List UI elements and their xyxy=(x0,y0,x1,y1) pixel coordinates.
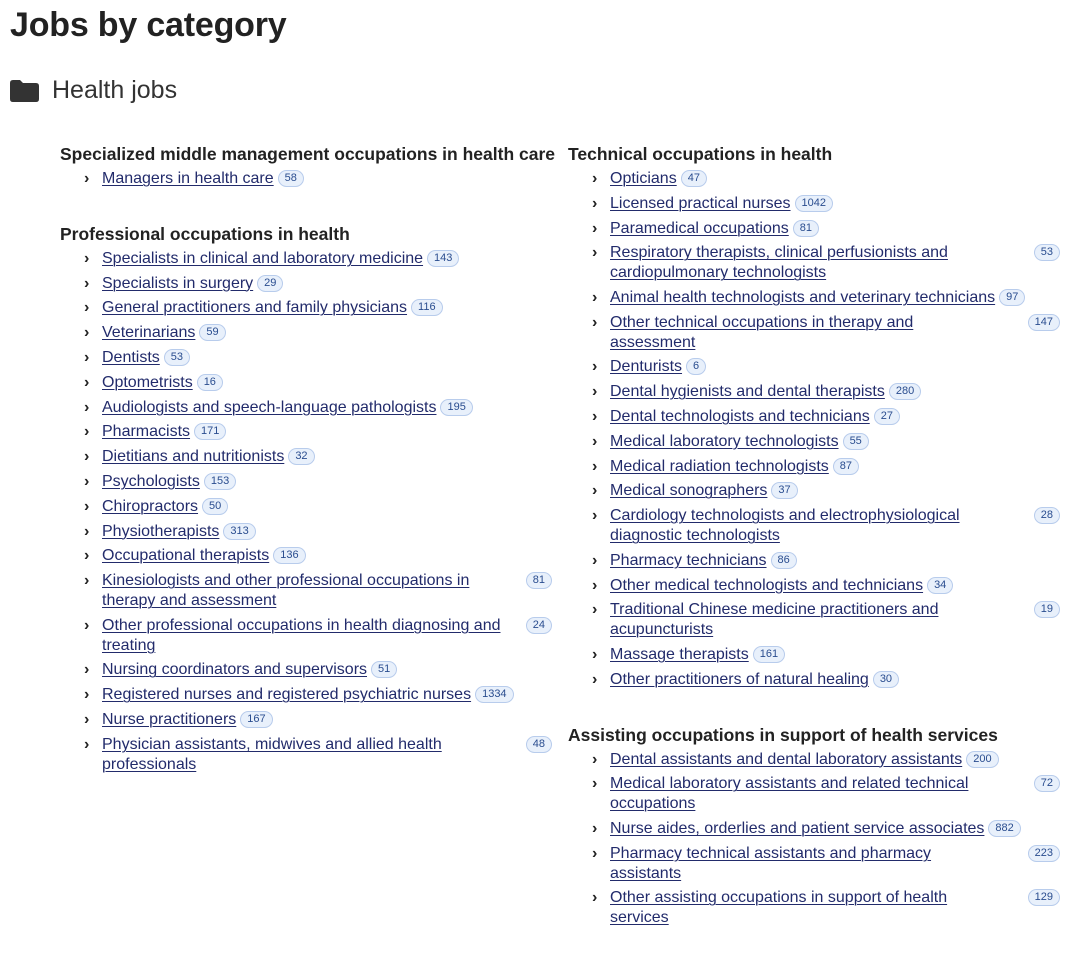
category-list-item xyxy=(568,407,1060,432)
job-count-badge: 116 xyxy=(411,299,443,316)
category-link[interactable]: Respiratory therapists, clinical perfusionists and cardiopulmonary technologists xyxy=(610,244,948,282)
category-list-item xyxy=(568,774,1060,819)
job-count-badge: 129 xyxy=(1028,889,1060,906)
chevron-right-icon: › xyxy=(592,576,598,594)
chevron-right-icon: › xyxy=(84,423,90,441)
category-list-item xyxy=(60,249,552,274)
category-list-item xyxy=(60,373,552,398)
job-count-badge: 171 xyxy=(194,423,226,440)
category-list-item xyxy=(60,660,552,685)
category-link[interactable]: Other technical occupations in therapy and assessment xyxy=(610,313,914,351)
category-group-title: Technical occupations in health xyxy=(568,144,833,164)
category-link[interactable]: Other medical technologists and technicians xyxy=(610,576,924,594)
chevron-right-icon: › xyxy=(592,170,598,187)
category-list-item xyxy=(60,274,552,299)
chevron-right-icon: › xyxy=(592,457,598,475)
category-link[interactable]: Nurse practitioners xyxy=(102,710,237,728)
section-title: Health jobs xyxy=(52,76,178,104)
job-count-badge: 153 xyxy=(204,473,236,490)
chevron-right-icon: › xyxy=(592,482,598,500)
category-link[interactable]: Registered nurses and registered psychiatric nurses xyxy=(102,686,472,704)
category-group-title: Professional occupations in health xyxy=(60,223,350,244)
category-list-item xyxy=(568,750,1060,775)
category-list-item xyxy=(60,348,552,373)
category-link[interactable]: Optometrists xyxy=(102,373,193,391)
category-link[interactable]: Pharmacy technicians xyxy=(610,551,767,569)
category-list-item xyxy=(60,447,552,472)
job-count-badge: 87 xyxy=(833,458,859,475)
chevron-right-icon: › xyxy=(84,324,90,342)
job-count-badge: 81 xyxy=(793,220,819,237)
job-count-badge: 59 xyxy=(199,324,225,341)
category-link[interactable]: Physiotherapists xyxy=(102,522,220,540)
job-count-badge: 1334 xyxy=(475,686,513,703)
job-count-badge: 30 xyxy=(873,671,899,688)
category-link[interactable]: Nursing coordinators and supervisors xyxy=(102,661,368,679)
category-list-item xyxy=(60,735,552,780)
job-count-badge: 51 xyxy=(371,661,397,678)
category-link[interactable]: Dietitians and nutritionists xyxy=(102,448,285,466)
chevron-right-icon: › xyxy=(84,686,90,704)
category-list-item xyxy=(60,169,552,194)
category-list-item xyxy=(568,844,1060,889)
category-link[interactable]: Dental hygienists and dental therapists xyxy=(610,383,885,401)
job-count-badge: 882 xyxy=(988,820,1020,837)
chevron-right-icon: › xyxy=(84,710,90,728)
category-list xyxy=(568,750,1060,933)
category-link[interactable]: General practitioners and family physicians xyxy=(102,299,408,317)
category-list-item xyxy=(568,288,1060,313)
job-count-badge: 6 xyxy=(686,358,706,375)
category-link[interactable]: Physician assistants, midwives and allied health professionals xyxy=(102,735,442,773)
category-list-item xyxy=(60,497,552,522)
category-link[interactable]: Specialists in clinical and laboratory medicine xyxy=(102,249,424,267)
job-count-badge: 16 xyxy=(197,374,223,391)
category-link[interactable]: Kinesiologists and other professional occupations in therapy and assessment xyxy=(102,572,470,610)
job-count-badge: 136 xyxy=(273,547,305,564)
category-group xyxy=(568,724,1060,933)
category-list-item xyxy=(568,194,1060,219)
job-count-badge: 313 xyxy=(223,523,255,540)
category-link[interactable]: Chiropractors xyxy=(102,497,199,515)
category-list-item xyxy=(568,888,1060,933)
category-link[interactable]: Nurse aides, orderlies and patient service associates xyxy=(610,819,985,837)
chevron-right-icon: › xyxy=(592,645,598,663)
category-link[interactable]: Denturists xyxy=(610,358,683,376)
job-count-badge: 200 xyxy=(966,751,998,768)
category-list-item xyxy=(60,571,552,616)
job-count-badge: 81 xyxy=(526,572,552,589)
chevron-right-icon: › xyxy=(84,547,90,565)
job-count-badge: 19 xyxy=(1034,601,1060,618)
category-group xyxy=(60,143,555,194)
chevron-right-icon: › xyxy=(84,497,90,515)
category-list-item xyxy=(568,506,1060,551)
category-list-item xyxy=(568,576,1060,601)
category-link[interactable]: Medical sonographers xyxy=(610,482,768,500)
category-link[interactable]: Pharmacists xyxy=(102,423,191,441)
job-count-badge: 167 xyxy=(240,711,272,728)
chevron-right-icon: › xyxy=(84,661,90,679)
job-count-badge: 161 xyxy=(753,646,785,663)
chevron-right-icon: › xyxy=(592,889,598,907)
job-count-badge: 50 xyxy=(202,498,228,515)
job-count-badge: 143 xyxy=(427,250,459,267)
category-list xyxy=(60,249,552,780)
category-list-item xyxy=(568,670,1060,695)
category-link[interactable]: Dental technologists and technicians xyxy=(610,407,870,425)
category-list-item xyxy=(60,522,552,547)
job-count-badge: 97 xyxy=(999,289,1025,306)
job-count-badge: 48 xyxy=(526,736,552,753)
job-count-badge: 1042 xyxy=(795,195,833,212)
chevron-right-icon: › xyxy=(592,407,598,425)
chevron-right-icon: › xyxy=(84,616,90,634)
category-list-item xyxy=(568,645,1060,670)
chevron-right-icon: › xyxy=(592,750,598,768)
job-count-badge: 223 xyxy=(1028,845,1060,862)
category-list-item xyxy=(568,551,1060,576)
job-count-badge: 32 xyxy=(288,448,314,465)
category-list-item xyxy=(568,432,1060,457)
chevron-right-icon: › xyxy=(592,551,598,569)
job-count-badge: 47 xyxy=(681,170,707,187)
category-link[interactable]: Other assisting occupations in support of health services xyxy=(610,889,948,927)
category-link[interactable]: Animal health technologists and veterinary technicians xyxy=(610,288,996,306)
chevron-right-icon: › xyxy=(592,507,598,525)
category-list-item xyxy=(60,298,552,323)
chevron-right-icon: › xyxy=(592,219,598,237)
category-list-item xyxy=(568,357,1060,382)
chevron-right-icon: › xyxy=(592,288,598,306)
category-list-item xyxy=(60,616,552,661)
category-column-left xyxy=(60,143,555,808)
category-list-item xyxy=(60,546,552,571)
job-count-badge: 24 xyxy=(526,617,552,634)
section-header xyxy=(10,76,177,105)
category-link[interactable]: Managers in health care xyxy=(102,170,274,187)
category-list-item xyxy=(60,685,552,710)
category-list-item xyxy=(60,472,552,497)
job-count-badge: 37 xyxy=(771,482,797,499)
category-link[interactable]: Massage therapists xyxy=(610,645,749,663)
chevron-right-icon: › xyxy=(592,358,598,376)
category-list-item xyxy=(568,481,1060,506)
chevron-right-icon: › xyxy=(84,472,90,490)
page-title: Jobs by category xyxy=(10,6,287,44)
chevron-right-icon: › xyxy=(592,432,598,450)
category-link[interactable]: Audiologists and speech-language pathologists xyxy=(102,398,437,416)
job-count-badge: 72 xyxy=(1034,775,1060,792)
category-link[interactable]: Other practitioners of natural healing xyxy=(610,670,869,688)
category-link[interactable]: Licensed practical nurses xyxy=(610,194,791,212)
category-link[interactable]: Opticians xyxy=(610,170,677,187)
chevron-right-icon: › xyxy=(84,249,90,267)
category-group-title: Specialized middle management occupations in health care xyxy=(60,144,555,164)
chevron-right-icon: › xyxy=(592,775,598,793)
job-count-badge: 34 xyxy=(927,577,953,594)
category-list-item xyxy=(60,398,552,423)
job-count-badge: 147 xyxy=(1028,314,1060,331)
chevron-right-icon: › xyxy=(84,735,90,753)
chevron-right-icon: › xyxy=(84,274,90,292)
category-list-item xyxy=(568,313,1060,358)
category-list-item xyxy=(568,457,1060,482)
category-link[interactable]: Paramedical occupations xyxy=(610,219,789,237)
category-list-item xyxy=(60,710,552,735)
chevron-right-icon: › xyxy=(592,194,598,212)
job-count-badge: 55 xyxy=(843,433,869,450)
category-link[interactable]: Specialists in surgery xyxy=(102,274,254,292)
category-link[interactable]: Veterinarians xyxy=(102,324,196,342)
category-link[interactable]: Dentists xyxy=(102,348,160,366)
chevron-right-icon: › xyxy=(592,244,598,262)
chevron-right-icon: › xyxy=(592,819,598,837)
job-count-badge: 53 xyxy=(1034,244,1060,261)
category-link[interactable]: Pharmacy technical assistants and pharmacy assistants xyxy=(610,844,932,882)
category-link[interactable]: Psychologists xyxy=(102,472,200,490)
category-link[interactable]: Medical laboratory assistants and related technical occupations xyxy=(610,775,969,813)
job-count-badge: 195 xyxy=(440,399,472,416)
chevron-right-icon: › xyxy=(592,383,598,401)
chevron-right-icon: › xyxy=(592,844,598,862)
category-list xyxy=(568,169,1060,695)
chevron-right-icon: › xyxy=(592,670,598,688)
category-link[interactable]: Cardiology technologists and electrophysiological diagnostic technologists xyxy=(610,507,960,545)
category-group xyxy=(60,223,552,780)
chevron-right-icon: › xyxy=(592,601,598,619)
job-count-badge: 27 xyxy=(874,408,900,425)
category-list-item xyxy=(568,169,1060,194)
category-link[interactable]: Other professional occupations in health diagnosing and treating xyxy=(102,616,501,654)
job-count-badge: 29 xyxy=(257,275,283,292)
chevron-right-icon: › xyxy=(84,348,90,366)
job-count-badge: 86 xyxy=(771,552,797,569)
category-list-item xyxy=(568,219,1060,244)
category-link[interactable]: Medical radiation technologists xyxy=(610,457,829,475)
chevron-right-icon: › xyxy=(84,373,90,391)
job-count-badge: 53 xyxy=(164,349,190,366)
category-link[interactable]: Traditional Chinese medicine practitioners and acupuncturists xyxy=(610,601,939,639)
category-group xyxy=(568,143,1060,695)
category-list-item xyxy=(568,382,1060,407)
folder-icon xyxy=(10,80,39,102)
chevron-right-icon: › xyxy=(84,522,90,540)
job-count-badge: 58 xyxy=(278,170,304,187)
category-list-item xyxy=(568,600,1060,645)
category-list-item xyxy=(568,243,1060,288)
chevron-right-icon: › xyxy=(84,448,90,466)
category-list-item xyxy=(60,422,552,447)
job-count-badge: 28 xyxy=(1034,507,1060,524)
category-link[interactable]: Dental assistants and dental laboratory assistants xyxy=(610,750,963,768)
chevron-right-icon: › xyxy=(84,398,90,416)
chevron-right-icon: › xyxy=(84,572,90,590)
category-list-item xyxy=(568,819,1060,844)
category-group-title: Assisting occupations in support of health services xyxy=(568,724,998,745)
category-link[interactable]: Occupational therapists xyxy=(102,547,270,565)
chevron-right-icon: › xyxy=(592,313,598,331)
chevron-right-icon: › xyxy=(84,299,90,317)
chevron-right-icon: › xyxy=(84,170,90,187)
category-column-right xyxy=(568,143,1060,962)
job-count-badge: 280 xyxy=(889,383,921,400)
category-link[interactable]: Medical laboratory technologists xyxy=(610,432,839,450)
category-list xyxy=(60,169,552,194)
category-list-item xyxy=(60,323,552,348)
